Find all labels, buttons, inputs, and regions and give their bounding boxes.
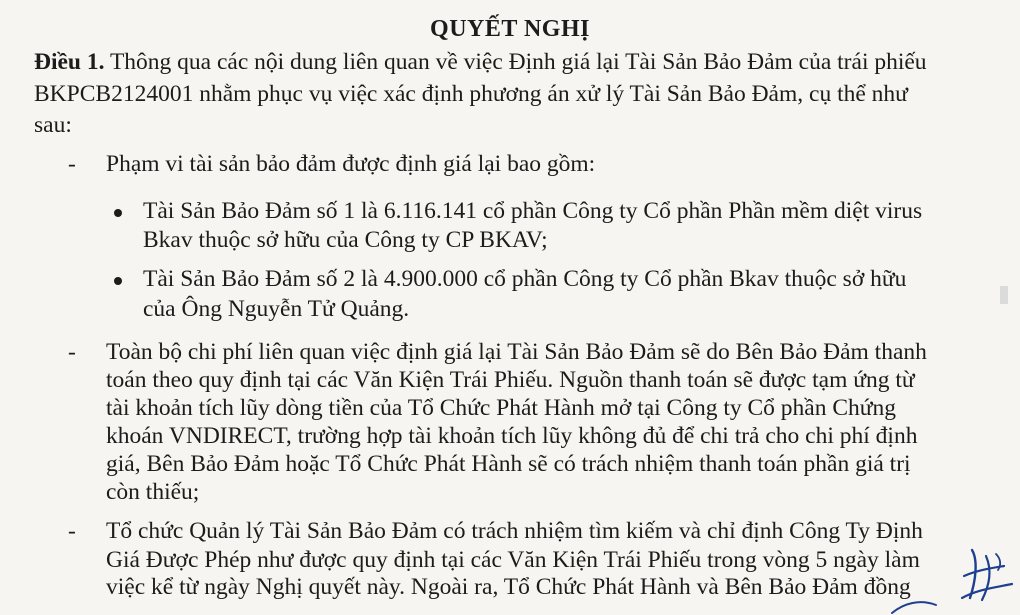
bullet-1-line-1: Tài Sản Bảo Đảm số 1 là 6.116.141 cổ phần Công ty Cổ phần Phần mềm diệt virus — [143, 198, 923, 224]
article-1-line-1 — [34, 48, 927, 76]
article-1-line-3: sau: — [34, 112, 72, 138]
item-2-dash: - — [68, 339, 76, 365]
scan-edge-mark — [1000, 286, 1008, 304]
item-1-dash: - — [68, 151, 76, 177]
signature-stroke — [890, 595, 950, 615]
item-2-line-6: còn thiếu; — [106, 479, 200, 505]
bullet-2-line-2: của Ông Nguyễn Tử Quảng. — [143, 296, 410, 322]
item-2-line-1: Toàn bộ chi phí liên quan việc định giá lại Tài Sản Bảo Đảm sẽ do Bên Bảo Đảm thanh — [106, 339, 927, 365]
item-3-line-2: Giá Được Phép như được quy định tại các Văn Kiện Trái Phiếu trong vòng 5 ngày làm — [106, 547, 920, 573]
bullet-1 — [114, 209, 122, 217]
item-2-line-5: giá, Bên Bảo Đảm hoặc Tổ Chức Phát Hành sẽ có trách nhiệm thanh toán phần giá trị — [106, 451, 911, 477]
item-2-line-2: toán theo quy định tại các Văn Kiện Trái Phiếu. Nguồn thanh toán sẽ được tạm ứng từ — [106, 367, 915, 393]
bullet-1-line-2: Bkav thuộc sở hữu của Công ty CP BKAV; — [143, 227, 548, 253]
item-2-line-3: tài khoản tích lũy dòng tiền của Tổ Chức Phát Hành mở tại Công ty Cổ phần Chứng — [106, 395, 897, 421]
article-1-line-2: BKPCB2124001 nhằm phục vụ việc xác định phương án xử lý Tài Sản Bảo Đảm, cụ thể như — [34, 81, 908, 107]
article-1-text: Thông qua các nội dung liên quan về việc Định giá lại Tài Sản Bảo Đảm của trái phiếu — [104, 49, 927, 75]
bullet-2 — [114, 277, 122, 285]
item-3-line-1: Tổ chức Quản lý Tài Sản Bảo Đảm có trách nhiệm tìm kiếm và chỉ định Công Ty Định — [106, 518, 923, 544]
document-title: QUYẾT NGHỊ — [430, 16, 590, 42]
item-3-line-3: việc kể từ ngày Nghị quyết này. Ngoài ra, Tổ Chức Phát Hành và Bên Bảo Đảm đồng — [106, 574, 911, 600]
handwritten-initials — [952, 540, 1018, 615]
item-2-line-4: khoán VNDIRECT, trường hợp tài khoản tích lũy không đủ để chi trả cho chi phí định — [106, 423, 918, 449]
article-1-label: Điều 1. — [34, 49, 105, 75]
item-1-line-1: Phạm vi tài sản bảo đảm được định giá lại bao gồm: — [106, 151, 596, 177]
item-3-dash: - — [68, 518, 76, 544]
bullet-2-line-1: Tài Sản Bảo Đảm số 2 là 4.900.000 cổ phần Công ty Cổ phần Bkav thuộc sở hữu — [143, 266, 907, 292]
